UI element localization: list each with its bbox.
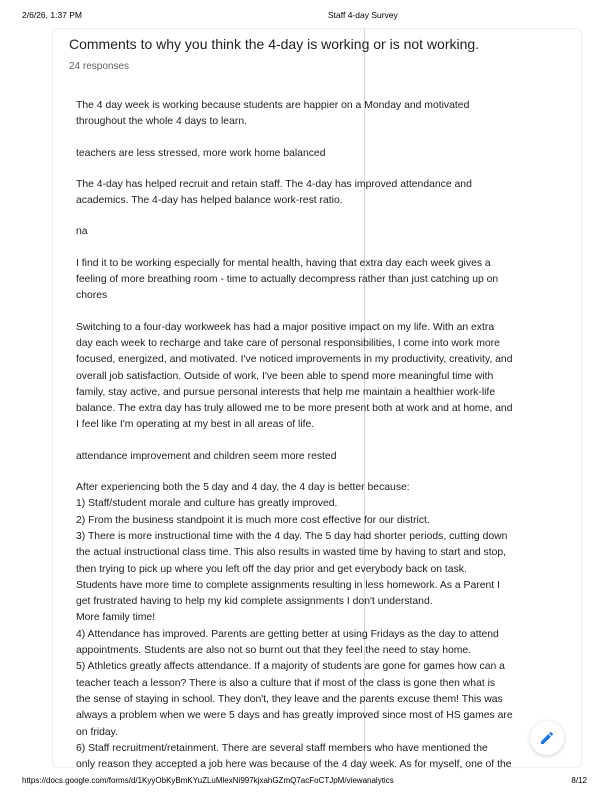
page-url: https://docs.google.com/forms/d/1KyyObKyBmKYuZLuMlexNi997kjxahGZmQ7acFoCTJpM/viewanalytics	[22, 776, 394, 785]
response-item: After experiencing both the 5 day and 4 day, the 4 day is better because: 1) Staff/student morale and culture has greatly improved. 2) From the business standpoint it is much more cost effective for our district. 3) There is more instructional time with the 4 day. The 5 day had shorter periods, cutting down the actual instructional class time. This also results in wasted time by having to start and stop, then trying to pick up where you left off the day prior and get everybody back on task. Students have more time to complete assignments resulting in less homework. As a Parent I get frustrated having to help my kid complete assignments I don't understand. More family time! 4) Attendance has improved. Parents are getting better at using Fridays as the day to attend appointments. Students are also not so burnt out that they feel the need to stay home. 5) Athletics greatly affects attendance. If a majority of students are gone for games how can a teacher teach a lesson? There is also a culture that if most of the class is gone then what is the sense of staying in school. They don't, they leave and the parents excuse them! This was always a problem when we were 5 days and has greatly improved since most of HS games are on friday. 6) Staff recruitment/retainment. There are several staff members who have mentioned the only reason they accepted a job here was because of the 4 day week. As for myself, one of the	[76, 482, 513, 771]
response-count: 24 responses	[69, 61, 130, 72]
response-item: teachers are less stressed, more work home balanced	[76, 147, 326, 159]
pencil-icon	[539, 730, 555, 746]
print-datetime: 2/6/26, 1:37 PM	[22, 10, 83, 20]
print-title: Staff 4-day Survey	[328, 10, 398, 20]
response-list	[76, 98, 546, 788]
response-item: na	[76, 226, 88, 238]
response-item: I find it to be working especially for mental health, having that extra day each week gives a feeling of more breathing room - time to actually decompress rather than just catching up on chores	[76, 257, 499, 302]
question-title: Comments to why you think the 4-day is working or is not working.	[69, 36, 480, 52]
edit-button[interactable]	[530, 721, 564, 755]
response-item: The 4-day has helped recruit and retain staff. The 4-day has improved attendance and academics. The 4-day has helped balance work-rest ratio.	[76, 178, 472, 207]
page-number: 8/12	[571, 776, 587, 785]
response-item: attendance improvement and children seem more rested	[76, 450, 337, 462]
response-item: The 4 day week is working because students are happier on a Monday and motivated throughout the whole 4 days to learn.	[76, 100, 470, 128]
response-item: Switching to a four-day workweek has had a major positive impact on my life. With an extra day each week to recharge and take care of personal responsibilities, I come into work more focused, energized, and motivated. I've noticed improvements in my productivity, creativity, and overall job satisfaction. Outside of work, I've been able to spend more meaningful time with family, stay active, and pursue personal interests that help me maintain a healthier work-life balance. The extra day has truly allowed me to be more present both at work and at home, and I feel like I'm operating at my best in all areas of life.	[76, 321, 513, 431]
